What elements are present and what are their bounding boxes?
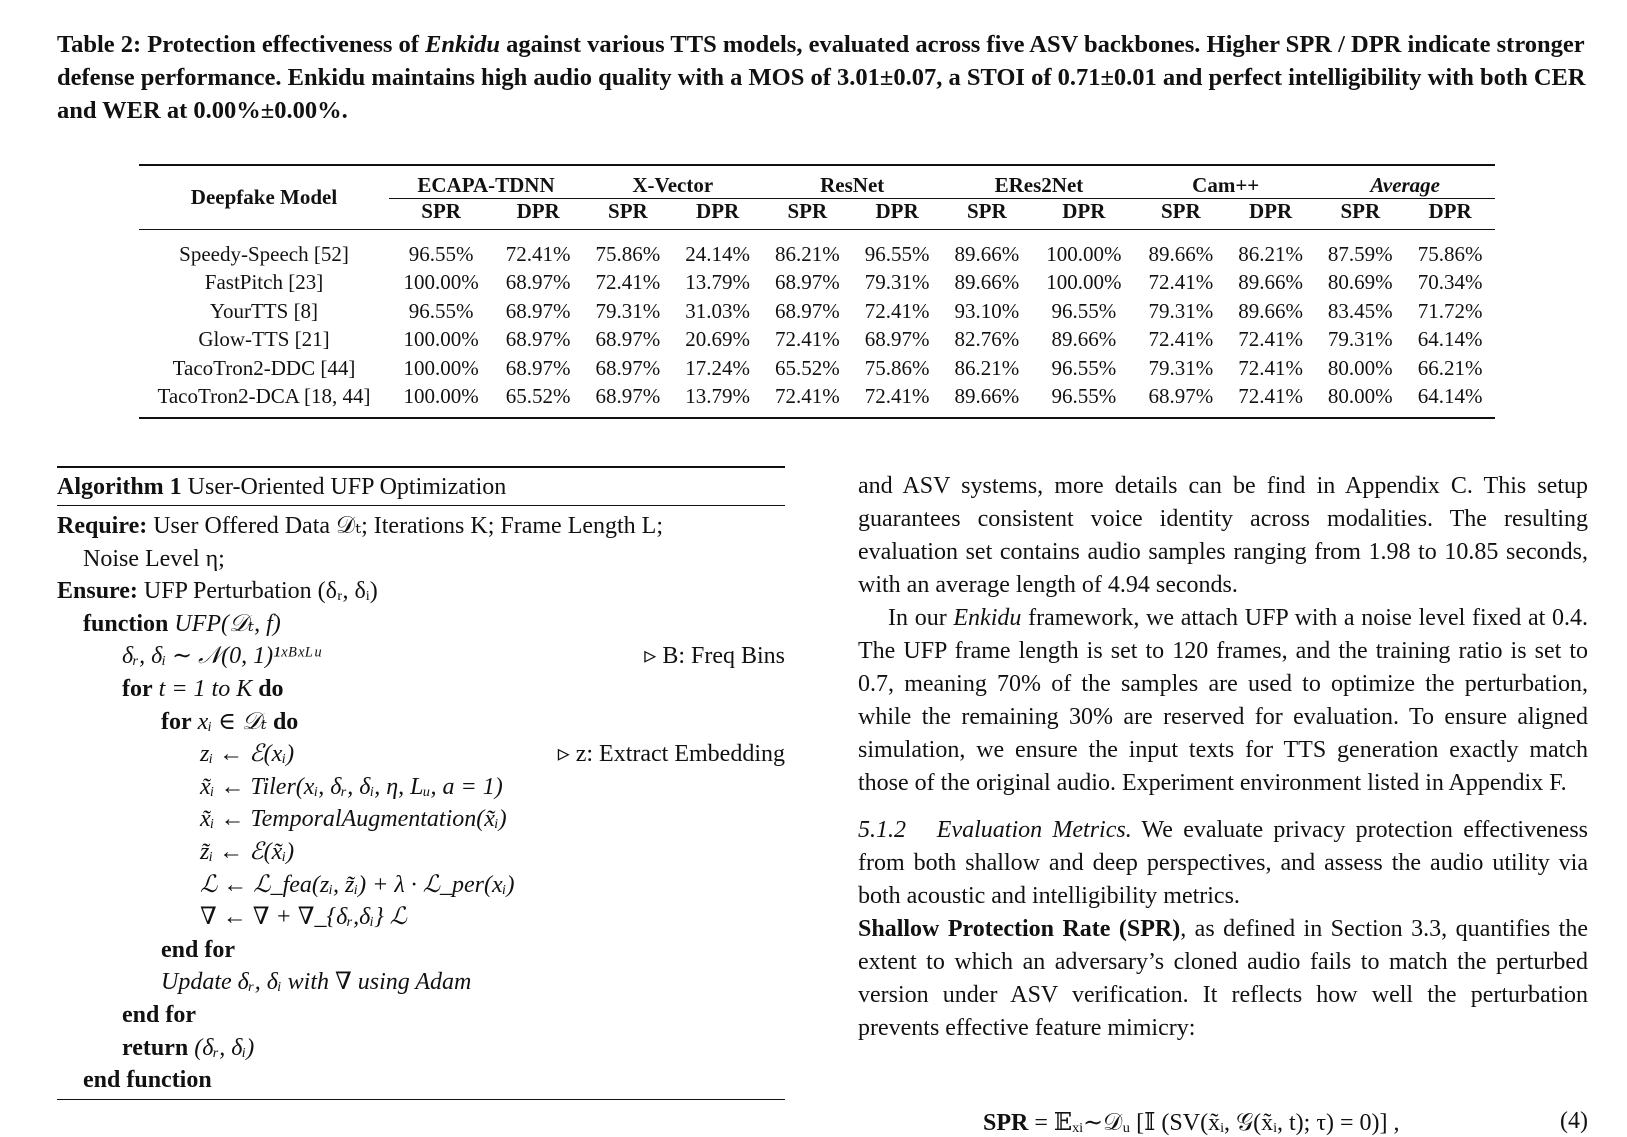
algorithm-require-cont (57, 543, 785, 576)
table-cell: 86.21% (954, 355, 1020, 380)
table-cell: 13.79% (685, 384, 750, 409)
table-cell: 72.41% (1238, 384, 1303, 409)
algorithm-statement: ∇ ← ∇ + ∇_{δᵣ,δᵢ} ℒ (200, 904, 407, 931)
group-header: Cam++ (1136, 165, 1315, 199)
table-row (139, 326, 1495, 355)
ensure-text: UFP Perturbation (δᵣ, δᵢ) (143, 578, 378, 605)
caption-prefix: Table 2: Protection effectiveness of (57, 31, 419, 58)
table-cell: 89.66% (1051, 327, 1117, 352)
table-cell: 83.45% (1327, 298, 1393, 323)
algorithm-line (57, 934, 785, 967)
algorithm-line (57, 1064, 785, 1097)
table-cell: 96.55% (1051, 384, 1117, 409)
sub-header-spr: SPR (421, 199, 461, 223)
table-cell: 24.14% (685, 241, 750, 266)
subsection-number: 5.1.2 (858, 817, 906, 843)
ensure-keyword: Ensure: (57, 578, 138, 605)
sub-header-dpr: DPR (696, 199, 740, 223)
caption-italic: Enkidu (425, 31, 500, 58)
algorithm-statement: x̃ᵢ ← TemporalAugmentation(x̃ᵢ) (200, 806, 507, 833)
table-cell: 100.00% (403, 327, 479, 352)
table-cell: 64.14% (1417, 327, 1483, 352)
table-cell: 89.66% (1238, 298, 1303, 323)
algorithm-line (57, 640, 785, 673)
algorithm-ensure (57, 575, 785, 608)
table-cell: 75.86% (1417, 241, 1483, 266)
algorithm-keyword: function (83, 610, 169, 637)
table-cell: 65.52% (505, 384, 571, 409)
table-cell: 68.97% (1148, 384, 1214, 409)
table-cell: 66.21% (1417, 355, 1483, 380)
algorithm-comment: ▹ z: Extract Embedding (557, 741, 785, 768)
table-cell: 72.41% (595, 270, 661, 295)
equation-number: (4) (1560, 1108, 1588, 1134)
table-cell: 96.55% (1051, 298, 1117, 323)
algorithm-line (57, 901, 785, 934)
equation-lhs: SPR (983, 1110, 1029, 1136)
table-row (139, 354, 1495, 383)
algorithm-line (57, 673, 785, 706)
table-cell: 72.41% (1238, 327, 1303, 352)
algorithm-line (57, 771, 785, 804)
algorithm-statement: ℒ ← ℒ_fea(zᵢ, z̃ᵢ) + λ · ℒ_per(xᵢ) (200, 871, 515, 898)
algorithm-line (57, 738, 785, 771)
algorithm-header (57, 468, 785, 506)
table-cell: 79.31% (1327, 327, 1393, 352)
table-cell: 72.41% (1148, 270, 1214, 295)
paragraph-4 (858, 913, 1588, 1045)
algorithm-keyword: end for (161, 936, 235, 963)
table-cell: 89.66% (1148, 241, 1214, 266)
table-cell: 72.41% (1238, 355, 1303, 380)
results-table (139, 164, 1495, 419)
sub-header-dpr: DPR (1248, 199, 1293, 223)
table-cell: 89.66% (1238, 270, 1303, 295)
sub-header-spr: SPR (966, 199, 1007, 223)
algorithm-line (57, 803, 785, 836)
table-cell: 72.41% (774, 384, 840, 409)
right-column (858, 470, 1588, 1045)
table-cell: 72.41% (864, 384, 930, 409)
require-keyword: Require: (57, 513, 148, 539)
sub-header-dpr: DPR (1062, 199, 1106, 223)
table-cell: 70.34% (1417, 270, 1483, 295)
table-cell: 87.59% (1327, 241, 1393, 266)
algorithm-statement: x̃ᵢ ← Tiler(xᵢ, δᵣ, δᵢ, η, Lᵤ, a = 1) (200, 773, 503, 800)
table-cell: 96.55% (864, 241, 930, 266)
model-name: Speedy-Speech [52] (179, 241, 349, 266)
table-cell: 80.69% (1327, 270, 1393, 295)
algorithm-statement: z̃ᵢ ← ℰ(x̃ᵢ) (200, 838, 295, 865)
algorithm-line (57, 706, 785, 739)
model-name: TacoTron2-DCA [18, 44] (157, 384, 371, 409)
algorithm-keyword: for (161, 708, 192, 735)
sub-header-spr: SPR (1340, 199, 1381, 223)
algorithm-statement: (δᵣ, δᵢ) (194, 1034, 255, 1061)
algorithm-line (57, 999, 785, 1032)
group-header: Average (1315, 165, 1495, 199)
sub-header-spr: SPR (1160, 199, 1201, 223)
table-cell: 79.31% (864, 270, 930, 295)
sub-header-dpr: DPR (875, 199, 919, 223)
paragraph-3 (858, 814, 1588, 913)
table-cell: 71.72% (1417, 298, 1483, 323)
algorithm-require (57, 510, 785, 543)
table-row (139, 230, 1495, 269)
algorithm-line (57, 836, 785, 869)
table-cell: 64.14% (1417, 384, 1483, 409)
table-cell: 100.00% (403, 270, 479, 295)
model-name: YourTTS [8] (209, 298, 319, 323)
table-cell: 72.41% (774, 327, 840, 352)
table-cell: 80.00% (1327, 384, 1393, 409)
algorithm-keyword: do (272, 708, 299, 735)
model-name: TacoTron2-DDC [44] (172, 355, 356, 380)
model-name: Glow-TTS [21] (198, 327, 330, 352)
algorithm-statement: δᵣ, δᵢ ∼ 𝒩(0, 1)¹ˣᴮˣᴸᵘ (122, 643, 321, 670)
table-cell: 100.00% (403, 355, 479, 380)
group-header: ResNet (762, 165, 941, 199)
table-cell: 96.55% (408, 298, 474, 323)
table-cell: 68.97% (774, 298, 840, 323)
table-cell: 68.97% (505, 298, 571, 323)
table-cell: 93.10% (954, 298, 1020, 323)
p2-start: In our (888, 605, 947, 631)
algorithm-line (57, 608, 785, 641)
algorithm-box (57, 466, 785, 1100)
table-cell: 68.97% (505, 270, 571, 295)
algorithm-statement: zᵢ ← ℰ(xᵢ) (200, 741, 295, 768)
algorithm-line (57, 966, 785, 999)
table-cell: 79.31% (1148, 298, 1214, 323)
algorithm-label: Algorithm 1 (57, 474, 182, 500)
algorithm-keyword: for (122, 675, 153, 702)
table-cell: 68.97% (505, 327, 571, 352)
group-header: X-Vector (583, 165, 762, 199)
table-caption (57, 28, 1587, 127)
table-cell: 20.69% (685, 327, 750, 352)
table-cell: 68.97% (774, 270, 840, 295)
algorithm-keyword: end function (83, 1067, 212, 1094)
subsection-title: Evaluation Metrics. (936, 817, 1132, 843)
table-row (139, 383, 1495, 419)
table-cell: 72.41% (505, 241, 571, 266)
table-cell: 86.21% (1238, 241, 1303, 266)
group-header: ECAPA-TDNN (389, 165, 583, 199)
equation-body (983, 1108, 1399, 1137)
sub-header-spr: SPR (608, 199, 648, 223)
algorithm-line (57, 1032, 785, 1065)
algorithm-statement: t = 1 to K (158, 675, 253, 702)
algorithm-comment: ▹ B: Freq Bins (644, 643, 785, 670)
table-cell: 100.00% (1046, 241, 1122, 266)
table-cell: 68.97% (595, 355, 661, 380)
algorithm-statement: Update δᵣ, δᵢ with ∇ using Adam (161, 969, 472, 996)
p2-rest: framework, we attach UFP with a noise level fixed at 0.4. The UFP frame length is set to 120 frames, and the training ratio is set to 0.7, meaning 70% of the samples are used to optimize the perturbation, while the remaining 30% are reserved for evaluation. To ensure aligned simulation, we ensure the input texts for TTS generation exactly match those of the original audio. Experiment environment listed in Appendix F. (858, 605, 1589, 796)
table-cell: 68.97% (595, 327, 661, 352)
table-cell: 75.86% (595, 241, 661, 266)
table-cell: 79.31% (595, 298, 661, 323)
table-cell: 31.03% (685, 298, 750, 323)
require-text: User Offered Data 𝒟ₜ; Iterations K; Frame Length L; (153, 513, 664, 539)
p2-italic: Enkidu (953, 605, 1022, 631)
table-cell: 96.55% (408, 241, 474, 266)
algorithm-statement: UFP(𝒟ₜ, f) (174, 610, 281, 637)
algorithm-line (57, 869, 785, 902)
table-cell: 68.97% (864, 327, 930, 352)
table-cell: 82.76% (954, 327, 1020, 352)
p4-text: , as defined in Section 3.3, quantifies the extent to which an adversary’s cloned audio fails to match the perturbed version under ASV verification. It reflects how well the perturbation prevents effective feature mimicry: (858, 916, 1588, 1041)
table-cell: 13.79% (685, 270, 750, 295)
table-cell: 68.97% (505, 355, 571, 380)
model-name: FastPitch [23] (204, 270, 324, 295)
algorithm-keyword: do (258, 675, 284, 702)
caption-suffix: against various TTS models, evaluated across five ASV backbones. Higher SPR / DPR indicate stronger defense performance. Enkidu maintains high audio quality with a MOS of 3.01±0.07, a STOI of 0.71±0.01 and perfect intelligibility with both CER and WER at 0.00%±0.00%. (57, 31, 1586, 124)
spr-term: Shallow Protection Rate (SPR) (858, 916, 1181, 942)
table-cell: 96.55% (1051, 355, 1117, 380)
table-cell: 68.97% (595, 384, 661, 409)
table-row (139, 269, 1495, 298)
table-cell: 100.00% (1046, 270, 1122, 295)
sub-header-dpr: DPR (1428, 199, 1472, 223)
table-cell: 79.31% (1148, 355, 1214, 380)
sub-header-dpr: DPR (516, 199, 560, 223)
table-cell: 89.66% (954, 270, 1020, 295)
table-cell: 65.52% (774, 355, 840, 380)
table-cell: 89.66% (954, 241, 1020, 266)
table-row (139, 297, 1495, 326)
sub-header-spr: SPR (787, 199, 828, 223)
algorithm-keyword: return (122, 1034, 189, 1061)
algorithm-keyword: end for (122, 1001, 196, 1028)
table-cell: 86.21% (774, 241, 840, 266)
table-cell: 100.00% (403, 384, 479, 409)
results-table-wrapper (139, 164, 1495, 419)
table-cell: 80.00% (1327, 355, 1393, 380)
table-cell: 72.41% (1148, 327, 1214, 352)
require-cont-text: Noise Level η; (83, 545, 225, 572)
row-header: Deepfake Model (139, 165, 389, 230)
equation-rhs: = 𝔼ₓᵢ∼𝒟ᵤ [𝕀 (SV(x̃ᵢ, 𝒢(x̃ᵢ, t); τ) = 0)] , (1034, 1110, 1400, 1136)
paragraph-2 (858, 602, 1588, 800)
paragraph-1: and ASV systems, more details can be find in Appendix C. This setup guarantees consistent voice identity across modalities. The resulting evaluation set contains audio samples ranging from 1.98 to 10.85 seconds, with an average length of 4.94 seconds. (858, 473, 1588, 598)
p3-text: We evaluate privacy protection effectiveness from both shallow and deep perspectives, and assess the audio utility via both acoustic and intelligibility metrics. (858, 817, 1589, 909)
algorithm-title: User-Oriented UFP Optimization (187, 474, 507, 500)
table-cell: 75.86% (864, 355, 930, 380)
table-cell: 17.24% (685, 355, 750, 380)
table-cell: 89.66% (954, 384, 1020, 409)
algorithm-statement: xᵢ ∈ 𝒟ₜ (197, 708, 267, 735)
table-cell: 72.41% (864, 298, 930, 323)
group-header: ERes2Net (942, 165, 1136, 199)
